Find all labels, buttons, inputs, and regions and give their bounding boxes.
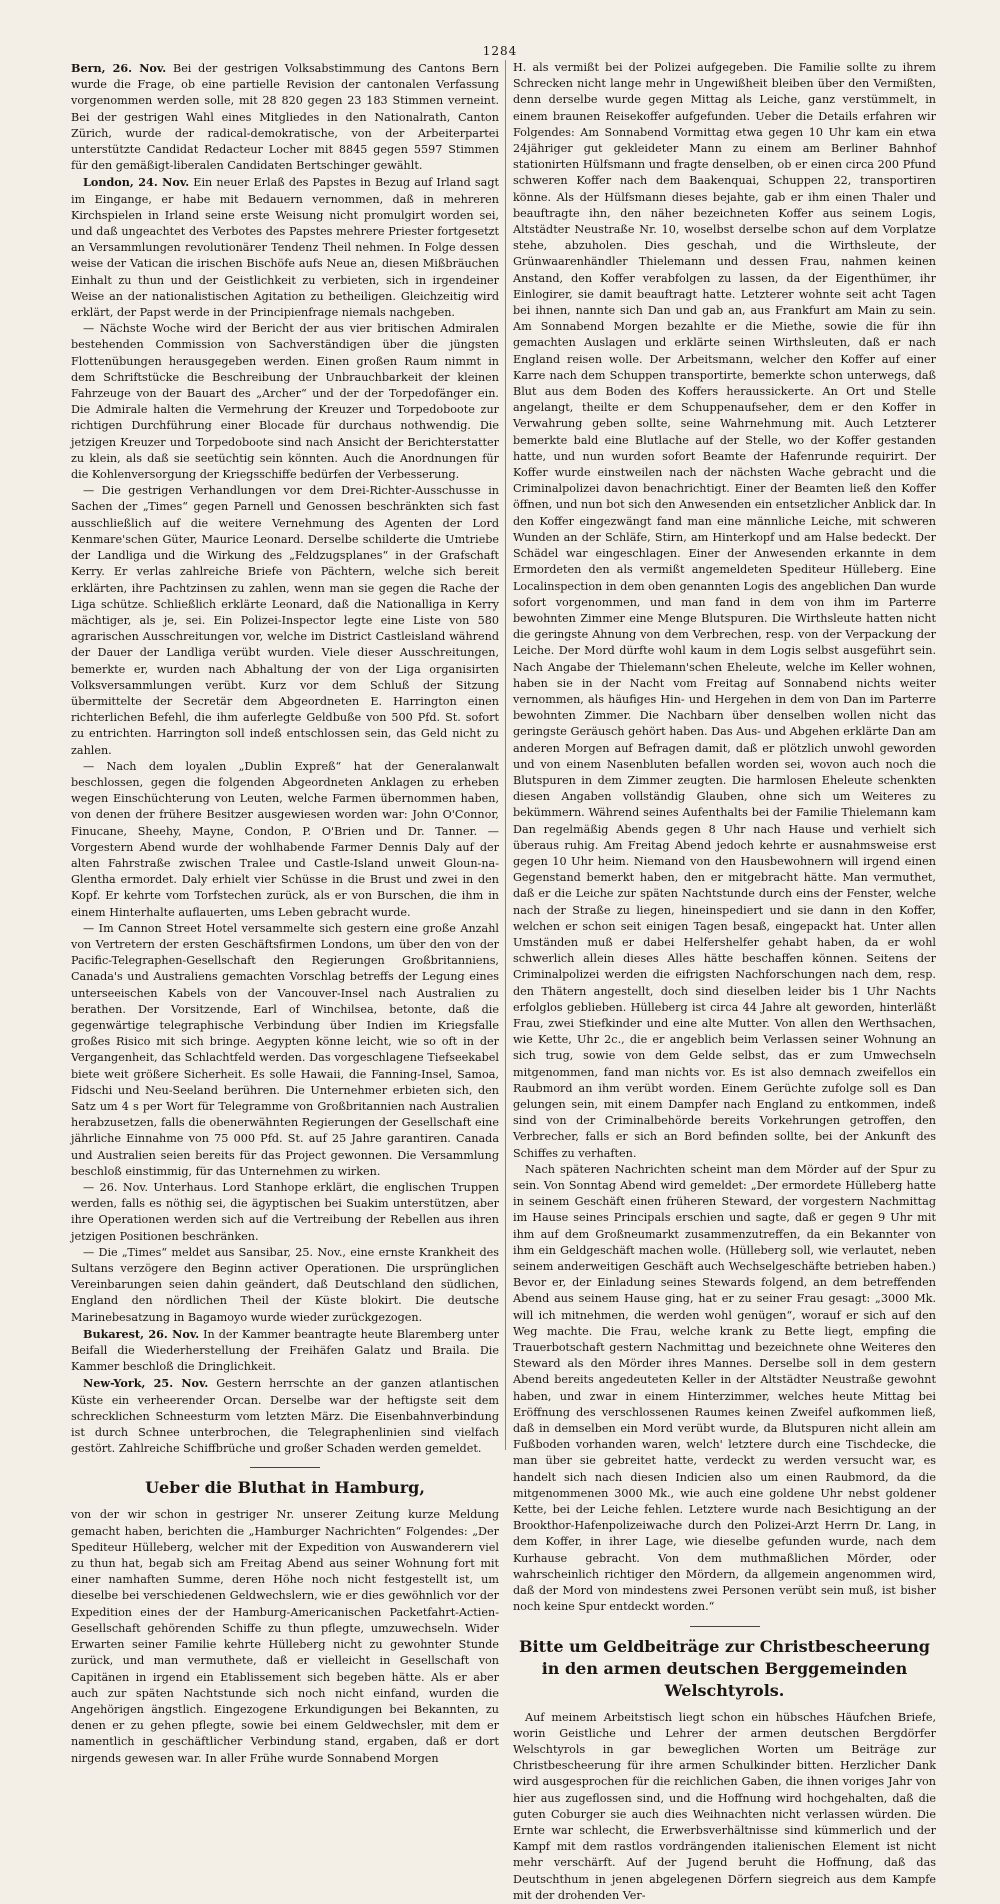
- left-column: [71, 60, 500, 1765]
- news-item: [71, 1326, 499, 1376]
- news-text: Ein neuer Erlaß des Papstes in Bezug auf Irland sagt im Eingange, er habe mit Bedauern vernommen, daß in mehreren Kirchspielen in Irland seine erste Weisung nicht promulgirt worden sei, und daß ungeachtet des Verbotes des Papstes mehrere Priester fortgesetzt an Versammlungen revolutionärer Tendenz Theil nehmen. In Folge dessen weise der Vatican die irischen Bischöfe aufs Neue an, diesen Mißbräuchen Einhalt zu thun und der Geistlichkeit zu verbieten, sich in irgendeiner Weise an der nationalistischen Agitation zu betheiligen. Gleichzeitig wird erklärt, der Papst werde in der Principienfrage niemals nachgeben.: [71, 176, 499, 320]
- right-column: [513, 60, 936, 1902]
- news-item: [71, 759, 499, 921]
- page-number: 1284: [482, 44, 518, 58]
- article-headline: Ueber die Bluthat in Hamburg,: [145, 1478, 425, 1498]
- news-text: — Die gestrigen Verhandlungen vor dem Drei-Richter-Ausschusse in Sachen der „Times“ gegen Parnell und Genossen beschränkten sich fast ausschließlich auf die weitere Vernehmung des Agenten der Lord Kenmare'schen Güter, Maurice Leonard. Derselbe schilderte die Umtriebe der Landliga und die Wirkung des „Feldzugsplanes“ in der Grafschaft Kerry. Er verlas zahlreiche Briefe von Pächtern, welche sich bereit erklärten, ihre Pachtzinsen zu zahlen, wenn man sie gegen die Rache der Liga schütze. Schließlich erklärte Leonard, daß die Nationalliga in Kerry mächtiger, als je, sei. Ein Polizei-Inspector legte eine Liste von 580 agrarischen Ausschreitungen vor, welche im District Castleisland während der Dauer der Landliga verübt wurden. Viele dieser Ausschreitungen, bemerkte er, wurden nach Abhaltung der von der Liga organisirten Volksversammlungen verübt. Kurz vor dem Schluß der Sitzung übermittelte der Secretär dem Abgeordneten E. Harrington einen richterlichen Befehl, die ihm auferlegte Geldbuße von 500 Pfd. St. sofort zu entrichten. Harrington soll indeß entschlossen sein, das Geld nicht zu zahlen.: [71, 484, 499, 757]
- appeal-text: Auf meinem Arbeitstisch liegt schon ein hübsches Häufchen Briefe, worin Geistliche und Lehrer der armen deutschen Bergdörfer Welschtyrols in gar beweglichen Worten um Beiträge zur Christbescheerung für ihre armen Schulkinder bitten. Herzlicher Dank wird ausgesprochen für die reichlichen Gaben, die ihnen voriges Jahr von hier aus zugeflossen sind, und die Hoffnung wird hochgehalten, daß die guten Coburger sie auch dies Weihnachten nicht verlassen würden. Die Ernte war schlecht, die Erwerbsverhältnisse sind kümmerlich und der Kampf mit dem rastlos vordrängenden italienischen Element ist nicht mehr verschärft. Auf der Jugend beruht die Hoffnung, daß das Deutschthum in jenen abgelegenen Dörfern siegreich aus dem Kampfe mit der drohenden Ver-: [513, 1710, 936, 1902]
- column-divider: [505, 60, 506, 1450]
- dateline: London, 24. Nov.: [83, 175, 190, 190]
- dateline: Bukarest, 26. Nov.: [83, 1326, 200, 1341]
- news-item: [71, 1245, 499, 1326]
- news-item: [71, 921, 499, 1180]
- news-text: Bei der gestrigen Volksabstimmung des Cantons Bern wurde die Frage, ob eine partielle Revision der cantonalen Verfassung vorgenommen werden solle, mit 28 820 gegen 23 183 Stimmen verneint. Bei der gestrigen Wahl eines Mitgliedes in den Nationalrath, Canton Zürich, wurde der radical-demokratische, von der Arbeiterpartei unterstützte Candidat Redacteur Locher mit 8845 gegen 5597 Stimmen für den gemäßigt-liberalen Candidaten Bertschinger gewählt.: [71, 62, 500, 173]
- divider: [250, 1467, 320, 1468]
- news-item: [71, 174, 499, 321]
- news-text: — Nach dem loyalen „Dublin Expreß“ hat der Generalanwalt beschlossen, gegen die folgenden Abgeordneten Anklagen zu erheben wegen Einschüchterung von Leuten, welche Farmen übernommen haben, von denen der frühere Besitzer ausgewiesen worden war: John O'Connor, Finucane, Sheehy, Mayne, Condon, P. O'Brien und Dr. Tanner. — Vorgestern Abend wurde der wohlhabende Farmer Dennis Daly auf der alten Fahrstraße zwischen Tralee und Castle-Island unweit Gloun-na-Glentha ermordet. Daly erhielt vier Schüsse in die Brust und zwei in den Kopf. Er kehrte vom Torfstechen zurück, als er von Burschen, die ihm in einem Hinterhalte auflauerten, ums Leben gebracht wurde.: [71, 759, 499, 919]
- news-item: [71, 483, 499, 758]
- news-text: — Nächste Woche wird der Bericht der aus vier britischen Admiralen bestehenden Commission von Sachverständigen über die jüngsten Flottenübungen herausgegeben werden. Einen großen Raum nimmt in dem Schriftstücke die Beschreibung der Unbrauchbarkeit der kleinen Fahrzeuge von der Bauart des „Archer“ und der der Torpedofänger ein. Die Admirale halten die Vermehrung der Kreuzer und Torpedoboote zur richtigen Durchführung einer Blocade für durchaus nothwendig. Die jetzigen Kreuzer und Torpedoboote sind nach Ansicht der Berichterstatter zu klein, als daß sie seetüchtig sein könnten. Auch die Anordnungen für die Kohlenversorgung der Kriegsschiffe bedürfen der Verbesserung.: [71, 322, 499, 482]
- news-item: [71, 1375, 499, 1457]
- dateline: Bern, 26. Nov.: [71, 61, 167, 75]
- news-text: — 26. Nov. Unterhaus. Lord Stanhope erklärt, die englischen Truppen werden, falls es nöthig sei, die ägyptischen bei Suakim unterstützen, aber ihre Operationen werden sich auf die Vertreibung der Rebellen aus ihren jetzigen Positionen beschränken.: [71, 1181, 499, 1243]
- article-text: Nach späteren Nachrichten scheint man dem Mörder auf der Spur zu sein. Von Sonntag Abend wird gemeldet: „Der ermordete Hülleberg hatte in seinem Geschäft einen früheren Steward, der vorgestern Nachmittag im Hause seines Principals erschien und sagte, daß er gegen 9 Uhr mit ihm auf dem Großneumarkt zusammenzutreffen, da ein Bekannter von ihm ein Geldgeschäft machen wolle. (Hülleberg soll, wie verlautet, neben seinem anderweitigen Geschäft auch Wechselgeschäfte betrieben haben.) Bevor er, der Einladung seines Stewards folgend, an dem betreffenden Abend aus seinem Hause ging, hat er zu seiner Frau gesagt: „3000 Mk. will ich mitnehmen, die werden wohl genügen“, worauf er sich auf den Weg machte. Die Frau, welche krank zu Bette liegt, empfing die Trauerbotschaft gestern Nachmittag und bezeichnete ohne Weiteres den Steward als den Mörder ihres Mannes. Derselbe soll in dem gestern Abend bereits angedeuteten Keller in der Altstädter Neustraße gewohnt haben, und zwar in einem Hinterzimmer, welches heute Mittag bei Eröffnung des verschlossenen Raumes keinen Zweifel aufkommen ließ, daß in demselben ein Mord verübt wurde, da Blutspuren nicht allein am Fußboden vorhanden waren, welch' letztere durch eine Tischdecke, die man über sie gebreitet hatte, verdeckt zu werden versucht war, es handelt sich nach diesen Indicien also um einen Raubmord, da die mitgenommenen 3000 Mk., wie auch eine goldene Uhr nebst goldener Kette, bei der Leiche fehlen. Letztere wurde nach Besichtigung an der Brookthor-Hafenpolizeiwache durch den Polizei-Arzt Herrn Dr. Lang, in dem Koffer, in ihrer Lage, wie dieselbe gefunden wurde, nach dem Kurhause gebracht. Von dem muthmaßlichen Mörder, oder wahrscheinlich richtiger den Mördern, da allgemein angenommen wird, daß der Mord von mindestens zwei Personen verübt sein muß, ist bisher noch keine Spur entdeckt worden.“: [513, 1162, 936, 1614]
- article-continuation: H. als vermißt bei der Polizei aufgegeben. Die Familie sollte zu ihrem Schrecken nicht lange mehr in Ungewißheit bleiben über den Vermißten, denn derselbe wurde gegen Mittag als Leiche, ganz verstümmelt, in einem braunen Reisekoffer aufgefunden. Ueber die Details erfahren wir Folgendes: Am Sonnabend Vormittag etwa gegen 10 Uhr kam ein etwa 24jähriger gut gekleideter Mann zu einem am Berliner Bahnhof stationirten Hülfsmann und fragte denselben, ob er einen circa 200 Pfund schweren Koffer nach dem Baakenquai, Schuppen 22, transportiren könne. Als der Hülfsmann dieses bejahte, gab er ihm einen Thaler und beauftragte ihn, den näher bezeichneten Koffer aus seinem Logis, Altstädter Neustraße Nr. 10, woselbst derselbe schon auf dem Vorplatze stehe, abzuholen. Dies geschah, und die Wirthsleute, der Grünwaarenhändler Thielemann und dessen Frau, nahmen keinen Anstand, den Koffer verabfolgen zu lassen, da der Eigenthümer, ihr Einlogirer, sie damit beauftragt hatte. Letzterer wohnte seit acht Tagen bei ihnen, nannte sich Dan und gab an, aus Frankfurt am Main zu sein. Am Sonnabend Morgen bezahlte er die Miethe, sowie die für ihn gemachten Auslagen und erklärte seinen Wirthsleuten, daß er nach England reisen wolle. Der Arbeitsmann, welcher den Koffer auf einer Karre nach dem Schuppen transportirte, bemerkte schon unterwegs, daß Blut aus dem Boden des Koffers heraussickerte. An Ort und Stelle angelangt, theilte er dem Schuppenaufseher, dem er den Koffer in Verwahrung geben sollte, seine Wahrnehmung mit. Auch Letzterer bemerkte bald eine Blutlache auf der Stelle, wo der Koffer gestanden hatte, und nun wurden sofort Beamte der Hafenrunde requirirt. Der Koffer wurde einstweilen nach der nächsten Wache gebracht und die Criminalpolizei davon benachrichtigt. Einer der Beamten ließ den Koffer öffnen, und nun bot sich den Anwesenden ein entsetzlicher Anblick dar. In den Koffer eingezwängt fand man eine männliche Leiche, mit schweren Wunden an der Schläfe, Stirn, am Hinterkopf und am Halse bedeckt. Der Schädel war eingeschlagen. Einer der Anwesenden erkannte in dem Ermordeten den als vermißt angemeldeten Spediteur Hülleberg. Eine Localinspection in dem oben genannten Logis des angeblichen Dan wurde sofort vorgenommen, und man fand in dem von ihm im Parterre bewohnten Zimmer eine Menge Blutspuren. Die Wirthsleute hatten nicht die geringste Ahnung von dem Verbrechen, resp. von der Verpackung der Leiche. Der Mord dürfte wohl kaum in dem Logis selbst ausgeführt sein. Nach Angabe der Thielemann'schen Eheleute, welche im Keller wohnen, haben sie in der Nacht vom Freitag auf Sonnabend nichts weiter vernommen, als häufiges Hin- und Hergehen in dem von Dan im Parterre bewohnten Zimmer. Die Nachbarn über denselben wollen nicht das geringste Geräusch gehört haben. Das Aus- und Abgehen erklärte Dan am anderen Morgen auf Befragen damit, daß er plötzlich unwohl geworden und von einem Nasenbluten befallen worden sei, wovon auch noch die Blutspuren in dem Zimmer zeugten. Die harmlosen Eheleute schenkten diesen Angaben vollständig Glauben, ohne sich um Weiteres zu bekümmern. Während seines Aufenthalts bei der Familie Thielemann kam Dan regelmäßig Abends gegen 8 Uhr nach Hause und verhielt sich überaus ruhig. Am Freitag Abend jedoch kehrte er ausnahmsweise erst gegen 10 Uhr heim. Niemand von den Hausbewohnern will irgend einen Gegenstand bemerkt haben, den er mitgebracht hätte. Man vermuthet, daß er die Leiche zur späten Nachtstunde durch eins der Fenster, welche nach der Straße zu liegen, hineinspediert und sie dann in den Koffer, welchen er schon seit einigen Tagen besaß, eingepackt hat. Unter allen Umständen muß er dabei Helfershelfer gehabt haben, da er wohl schwerlich allein dieses Alles hätte beschaffen können. Seitens der Criminalpolizei werden die eifrigsten Nachforschungen nach dem, resp. den Thätern angestellt, doch sind dieselben leider bis 1 Uhr Nachts erfolglos geblieben. Hülleberg ist circa 44 Jahre alt geworden, hinterläßt Frau, zwei Stiefkinder und eine alte Mutter. Von allen den Werthsachen, wie Kette, Uhr 2c., die er angeblich beim Verlassen seiner Wohnung an sich trug, sowie von dem Gelde selbst, das er zum Umwechseln mitgenommen, fand man nichts vor. Es ist also demnach zweifellos ein Raubmord an ihm verübt worden. Einem Gerüchte zufolge soll es Dan gelungen sein, mit einem Dampfer nach England zu entkommen, indeß sind von der Criminalbehörde bereits Vorkehrungen getroffen, den Verbrecher, falls er sich an Bord befinden sollte, bei der Ankunft des Schiffes zu verhaften.: [513, 61, 936, 1160]
- dateline: New-York, 25. Nov.: [83, 1376, 209, 1391]
- news-text: In der Kammer beantragte heute Blaremberg unter Beifall die Wiederherstellung der Freihäfen Galatz und Braila. Die Kammer beschloß die Dringlichkeit.: [71, 1327, 499, 1374]
- article-text: von der wir schon in gestriger Nr. unserer Zeitung kurze Meldung gemacht haben, berichten die „Hamburger Nachrichten“ Folgendes: „Der Spediteur Hülleberg, welcher mit der Expedition von Auswanderern viel zu thun hat, begab sich am Freitag Abend aus seiner Wohnung fort mit einer namhaften Summe, deren Höhe noch nicht festgestellt ist, um dieselbe bei verschiedenen Geldwechslern, wie er dies gewöhnlich vor der Expedition eines der der Hamburg-Americanischen Packetfahrt-Actien-Gesellschaft gehörenden Schiffe zu thun pflegte, umzuwechseln. Wider Erwarten seiner Familie kehrte Hülleberg nicht zu gewohnter Stunde zurück, und man vermuthete, daß er vielleicht in Gesellschaft von Capitänen in irgend ein Etablissement sich begeben hätte. Als er aber auch zur späten Nachtstunde sich noch nicht einfand, wurden die Angehörigen ängstlich. Eingezogene Erkundigungen bei Bekannten, zu denen er zu gehen pflegte, sowie bei einem Geldwechsler, mit dem er namentlich in geschäftlicher Verbindung stand, ergaben, daß er dort nirgends gewesen war. In aller Frühe wurde Sonnabend Morgen: [71, 1508, 499, 1765]
- news-item: [71, 60, 499, 174]
- news-text: Gestern herrschte an der ganzen atlantischen Küste ein verheerender Orcan. Derselbe war der heftigste seit dem schrecklichen Schneesturm vom letzten März. Die Eisenbahnverbindung ist durch Schnee unterbrochen, die Telegraphenlinien sind vielfach gestört. Zahlreiche Schiffbrüche und großer Schaden werden gemeldet.: [71, 1377, 499, 1456]
- news-item: [71, 1180, 499, 1245]
- news-item: [71, 321, 499, 483]
- appeal-headline: Bitte um Geldbeiträge zur Christbescheerung in den armen deutschen Berggemeinden Welschtyrols.: [519, 1636, 930, 1700]
- divider: [690, 1626, 760, 1627]
- news-text: — Die „Times“ meldet aus Sansibar, 25. Nov., eine ernste Krankheit des Sultans verzögere den Beginn activer Operationen. Die ursprünglichen Vereinbarungen seien dahin geändert, daß Deutschland den südlichen, England den nördlichen Theil der Küste blokirt. Die deutsche Marinebesatzung in Bagamoyo wurde wieder zurückgezogen.: [71, 1245, 499, 1324]
- news-text: — Im Cannon Street Hotel versammelte sich gestern eine große Anzahl von Vertretern der ersten Geschäftsfirmen Londons, um über den von der Pacific-Telegraphen-Gesellschaft den Regierungen Großbritanniens, Canada's und Australiens gemachten Vorschlag betreffs der Legung eines unterseeischen Kabels von der Vancouver-Insel nach Australien zu berathen. Der Vorsitzende, Earl of Winchilsea, betonte, daß die gegenwärtige telegraphische Verbindung über Indien im Kriegsfalle großes Risico mit sich bringe. Aegypten könne leicht, wie so oft in der Vergangenheit, das Schlachtfeld werden. Das vorgeschlagene Tiefseekabel biete weit größere Sicherheit. Es solle Hawaii, die Fanning-Insel, Samoa, Fidschi und Neu-Seeland berühren. Die Unternehmer erbieten sich, den Satz um 4 s per Wort für Telegramme von Großbritannien nach Australien herabzusetzen, falls die obenerwähnten Regierungen der Gesellschaft eine jährliche Einnahme von 75 000 Pfd. St. auf 25 Jahre garantiren. Canada und Australien seien bereits für das Project gewonnen. Die Versammlung beschloß einstimmig, für das Unternehmen zu wirken.: [71, 921, 499, 1178]
